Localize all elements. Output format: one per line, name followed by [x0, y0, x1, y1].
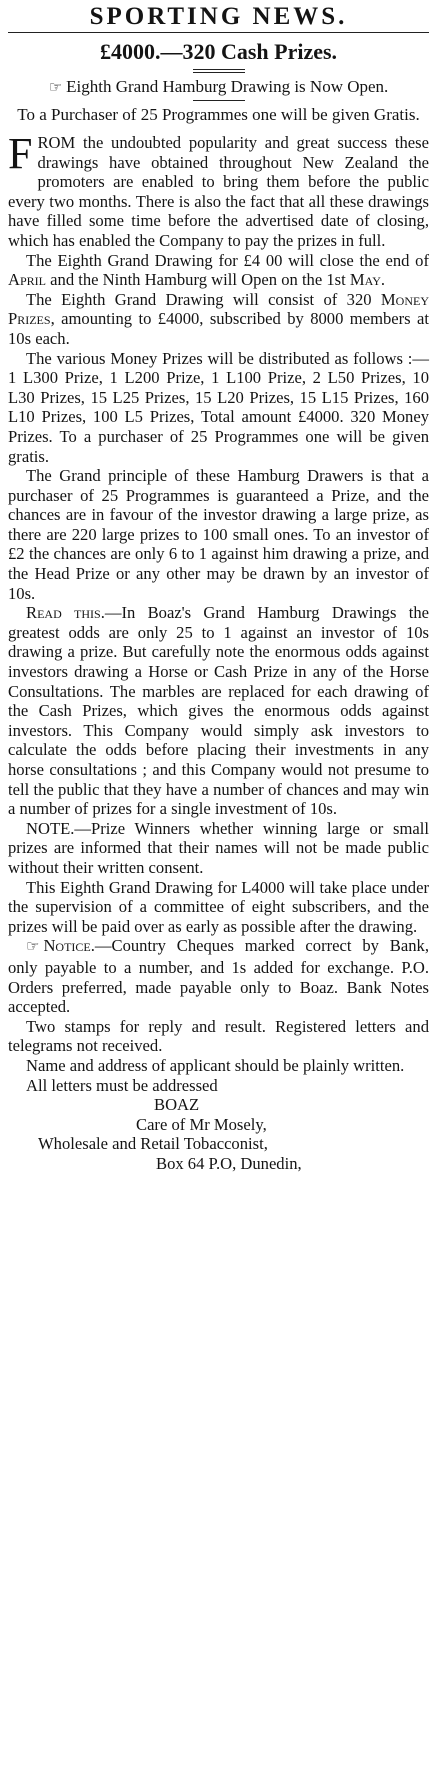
paragraph-10: Two stamps for reply and result. Registered letters and telegrams not received.: [8, 1016, 429, 1056]
headline: £4000.—320 Cash Prizes.: [99, 39, 338, 64]
short-rule-2: [193, 72, 245, 73]
paragraph-1-text: ROM the undoubted popularity and great success these drawings have obtained throughout New Zealand the promoters are enabled to bring them before the public every two months. There is also the fact that all these drawings have filled some time before the advertised date of closing, which has enabled the Company to pay the prizes in full.: [8, 133, 429, 250]
month-april: April: [8, 270, 46, 290]
short-rule-3: [193, 100, 245, 101]
signature-trade: Wholesale and Retail Tobacconist,: [38, 1134, 268, 1154]
signature-name: BOAZ: [154, 1095, 200, 1115]
paragraph-2-text-a: The Eighth Grand Drawing for £4 00 will close the end of: [26, 250, 429, 270]
paragraph-4: The various Money Prizes will be distributed as follows :—1 L300 Prize, 1 L200 Prize, 1 L100 Prize, 2 L50 Prizes, 10 L30 Prizes, 15 L25 Prizes, 15 L20 Prizes, 15 L15 Prizes, 160 L10 Prizes, 100 L5 Prizes, Total amount £4000. 320 Money Prizes. To a purchaser of 25 Programmes one will be given gratis.: [8, 348, 429, 466]
advertisement-column: [8, 0, 429, 1173]
paragraph-5: The Grand principle of these Hamburg Drawers is that a purchaser of 25 Programmes is guaranteed a Prize, and the chances are in favour of the investor drawing a large prize, as there are 220 large prizes to 100 small ones. To an investor of £2 the chances are only 6 to 1 against him drawing a prize, and the Head Prize or any other may be drawn by an investor of 10s.: [8, 466, 429, 603]
paragraph-3: [8, 290, 429, 349]
paragraph-7: NOTE.—Prize Winners whether winning large or small prizes are informed that their names will not be made public without their written consent.: [8, 818, 429, 877]
paragraph-1: [8, 129, 429, 251]
masthead-title: SPORTING NEWS.: [89, 3, 348, 30]
paragraph-3-text-a: The Eighth Grand Drawing will consist of 320: [26, 289, 372, 309]
paragraph-9: [8, 936, 429, 1016]
article-body: [8, 129, 429, 1095]
signature-care-of: Care of Mr Mosely,: [136, 1114, 267, 1134]
paragraph-11: Name and address of applicant should be plainly written.: [26, 1055, 405, 1075]
masthead-rule: [8, 32, 429, 33]
drop-cap: F: [8, 129, 33, 178]
pointing-hand-icon: ☞: [26, 939, 40, 956]
subheading-text: Eighth Grand Hamburg Drawing is Now Open.: [66, 77, 389, 96]
money-prizes-term: Money Prizes,: [8, 289, 429, 329]
paragraph-12: All letters must be addressed: [26, 1075, 218, 1095]
read-this-lead: Read this.: [26, 603, 105, 623]
subheading: [8, 77, 429, 98]
paragraph-8: This Eighth Grand Drawing for L4000 will take place under the supervision of a committee of eight subscribers, and the prizes will be paid over as early as possible after the drawing.: [8, 877, 429, 936]
paragraph-9-text: —Country Cheques marked correct by Bank, only payable to a number, and 1s added for exchange. P.O. Orders preferred, made payable only to Boaz. Bank Notes accepted.: [8, 936, 429, 1017]
signature-address: Box 64 P.O, Dunedin,: [156, 1153, 302, 1173]
paragraph-6-text: —In Boaz's Grand Hamburg Drawings the greatest odds are only 25 to 1 against an investor of 10s drawing a prize. But carefully note the enormous odds against investors drawing a Horse or Cash Prize in any of the Horse Consultations. The marbles are replaced for each drawing of the Cash Prizes, which gives the enormous odds against investors. This Company would simply ask investors to calculate the odds before placing their investments in any horse consultations ; and this Company would not presume to tell the public that they have a number of chances and may win a number of prizes for a single investment of 10s.: [8, 603, 429, 819]
signature-block: [8, 1095, 429, 1173]
paragraph-3-text-b: amounting to £4000, subscribed by 8000 members at 10s each.: [8, 309, 429, 348]
paragraph-2: [8, 251, 429, 290]
notice-lead: Notice.: [43, 936, 95, 956]
short-rule-1: [193, 69, 245, 70]
pointing-hand-icon: ☞: [48, 80, 63, 96]
paragraph-2-text-b: and the Ninth Hamburg will Open on the 1st: [50, 270, 346, 290]
month-may: May.: [349, 270, 386, 290]
offer-line: To a Purchaser of 25 Programmes one will be given Gratis.: [17, 105, 420, 124]
paragraph-6: [8, 603, 429, 819]
